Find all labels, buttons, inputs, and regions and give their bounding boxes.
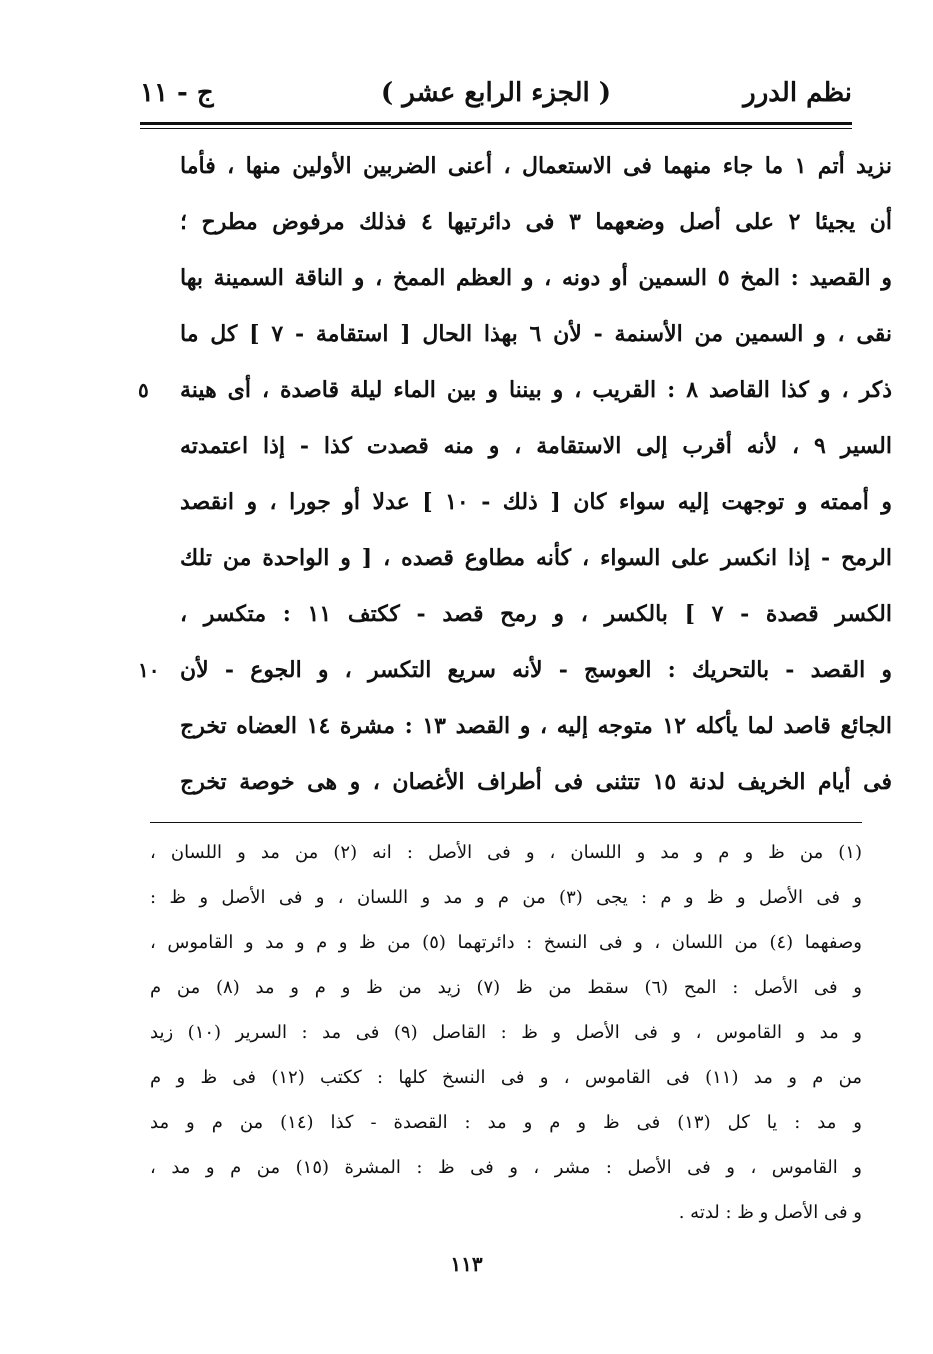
text-line: السير ٩ ، لأنه أقرب إلى الاستقامة ، و منه قصدت كذا - إذا اعتمدته	[180, 433, 892, 459]
text-line: الكسر قصدة - ٧ ] بالكسر ، و رمح قصد - ككتف ١١ : متكسر ،	[180, 601, 892, 627]
footnote-line: من م و مد (١١) فى القاموس ، و فى النسخ كلها : ككتب (١٢) فى ظ و م	[150, 1067, 862, 1088]
footnote-line: وصفهما (٤) من اللسان ، و فى النسخ : دائرتهما (٥) من ظ و م و مد و القاموس ،	[150, 932, 862, 953]
line-number-10: ١٠	[138, 658, 160, 682]
text-line: و القصيد : المخ ٥ السمين أو دونه ، و العظم الممخ ، و الناقة السمينة بها	[180, 265, 892, 291]
footnote-line: و فى الأصل : المح (٦) سقط من ظ (٧) زيد من ظ و م و مد (٨) من م	[150, 977, 862, 998]
header-book-title: نظم الدرر	[743, 78, 852, 108]
footnote-separator	[150, 822, 862, 823]
header-rule-thin	[140, 128, 852, 129]
text-line: نزيد أتم ١ ما جاء منهما فى الاستعمال ، أعنى الضربين الأولين منها ، فأما	[180, 153, 892, 179]
text-line: الرمح - إذا انكسر على السواء ، كأنه مطاوع قصده ، [ و الواحدة من تلك	[180, 545, 892, 571]
header-volume-number: ج - ١١	[140, 78, 214, 108]
footnote-line: و مد : يا كل (١٣) فى ظ و م و مد : القصدة - كذا (١٤) من م و مد	[150, 1112, 862, 1133]
text-line: و القصد - بالتحريك : العوسج - لأنه سريع التكسر ، و الجوع - لأن	[180, 657, 892, 683]
footnote-line: و فى الأصل و ظ : لدته .	[678, 1202, 862, 1223]
header-rule-thick	[140, 122, 852, 125]
text-line: نقى ، و السمين من الأسنمة - لأن ٦ بهذا الحال [ استقامة - ٧ ] كل ما	[180, 321, 892, 347]
footnote-line: و مد و القاموس ، و فى الأصل و ظ : القاصل (٩) فى مد : السرير (١٠) زيد	[150, 1022, 862, 1043]
text-line: ذكر ، و كذا القاصد ٨ : القريب ، و بيننا و بين الماء ليلة قاصدة ، أى هينة	[180, 377, 892, 403]
footnote-line: (١) من ظ و م و مد و اللسان ، و فى الأصل : انه (٢) من مد و اللسان ،	[150, 842, 862, 863]
text-line: أن يجيئا ٢ على أصل وضعهما ٣ فى دائرتيها ٤ فذلك مرفوض مطرح ؛	[180, 209, 892, 235]
text-line: الجائع قاصد لما يأكله ١٢ متوجه إليه ، و القصد ١٣ : مشرة ١٤ العضاه تخرج	[180, 713, 892, 739]
main-text	[180, 138, 892, 810]
line-number-5: ٥	[138, 378, 149, 402]
text-line: فى أيام الخريف لدنة ١٥ تتثنى فى أطراف الأغصان ، و هى خوصة تخرج	[180, 769, 892, 795]
footnote-line: و فى الأصل و ظ و م : يجى (٣) من م و مد و اللسان ، و فى الأصل و ظ :	[150, 887, 862, 908]
header-part-title: ( الجزء الرابع عشر )	[380, 78, 612, 108]
running-header	[140, 78, 852, 118]
footnotes	[150, 830, 862, 1235]
text-line: و أممته و توجهت إليه سواء كان [ ذلك - ١٠ ] عدلا أو جورا ، و انقصد	[180, 489, 892, 515]
footnote-line: و القاموس ، و فى الأصل : مشر ، و فى ظ : المشرة (١٥) من م و مد ،	[150, 1157, 862, 1178]
page-number: ١١٣	[450, 1252, 483, 1276]
